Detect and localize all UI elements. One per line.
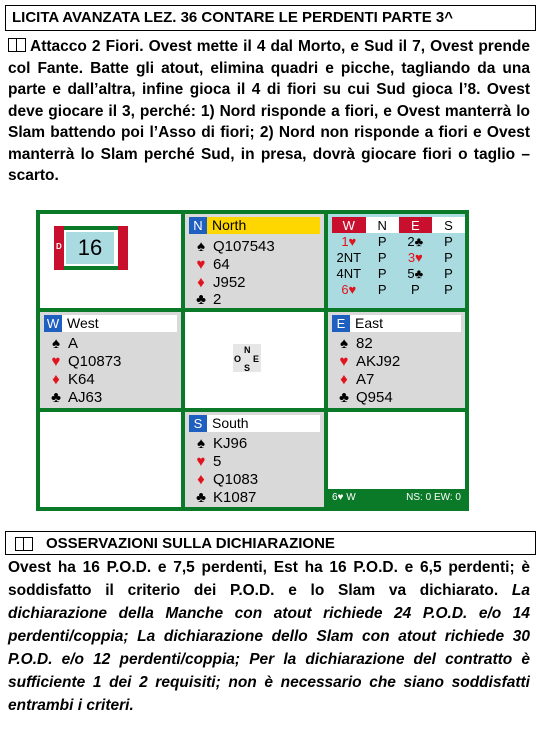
north-diamonds: ♦ J952 xyxy=(193,273,246,292)
south-name: South xyxy=(212,415,249,431)
page-title: LICITA AVANZATA LEZ. 36 CONTARE LE PERDENTI PARTE 3^ xyxy=(12,9,453,26)
north-clubs: ♣ 2 xyxy=(193,291,221,308)
west-spades: ♠ A xyxy=(48,334,78,353)
heart-icon: ♥ xyxy=(51,353,61,370)
observations-italic: La dichiarazione della Manche con atout richiede 24 P.O.D. e/o 14 perdenti/coppia; La dichiarazione dello Slam con atout richiede 30 P.O.D. e/o 12 perdenti/coppia; Per la dichiarazione del contratto è sufficiente 1 dei 2 requisiti; non è necessario che siano soddisfatti entrambi i criteri. xyxy=(8,582,530,714)
bid: P xyxy=(377,249,387,265)
spade-icon: ♠ xyxy=(52,335,60,352)
bid: P xyxy=(444,249,453,265)
south-spades: ♠ KJ96 xyxy=(193,434,247,453)
observations-bold: Ovest ha 16 P.O.D. e 7,5 perdenti, Est ha 16 P.O.D. e 6,5 perdenti; è soddisfatto il criterio dei P.O.D. e lo Slam va dichiarato. xyxy=(8,559,530,599)
east-diamonds: ♦ A7 xyxy=(336,370,374,389)
bidding-header-row xyxy=(332,217,465,233)
title-box xyxy=(5,5,536,31)
club-icon: ♣ xyxy=(196,291,206,308)
west-diamonds: ♦ K64 xyxy=(48,370,95,389)
club-icon: ♣ xyxy=(339,389,349,406)
north-pos: N xyxy=(189,217,207,234)
result-cell xyxy=(328,412,465,507)
south-hand xyxy=(185,412,324,507)
bid: 2NT xyxy=(336,249,362,265)
bidding-cell xyxy=(328,214,465,308)
bid-header-south: S xyxy=(432,217,465,233)
intro-text: Attacco 2 Fiori. Ovest mette il 4 dal Morto, e Sud il 7, Ovest prende col Fante. Batte gli atout, elimina quadri e picche, tagliando da una parte e dall’altra, infine gioca il 4 di fiori su cui Sud gioca l’8. Ovest deve giocare il 3, perché: 1) Nord risponde a fiori, e Ovest manterrà lo Slam battendo poi l’Asso di fiori; 2) Nord non risponde a fiori e Ovest manterrà lo Slam perché Sud, in presa, dovrà giocare fiori o taglio – scarto. xyxy=(8,38,530,184)
bid: P xyxy=(410,281,420,297)
spade-icon: ♠ xyxy=(197,238,205,255)
board-number-box xyxy=(54,226,128,270)
table-center xyxy=(185,312,324,408)
east-hearts: ♥ AKJ92 xyxy=(336,352,400,371)
bid: P xyxy=(444,281,453,297)
deal-diagram xyxy=(36,210,469,511)
bidding-table xyxy=(332,217,465,297)
east-pos: E xyxy=(332,315,350,332)
compass-north: N xyxy=(244,345,251,355)
north-spades: ♠ Q107543 xyxy=(193,237,275,256)
intro-paragraph xyxy=(8,36,530,187)
heart-icon: ♥ xyxy=(196,453,206,470)
heart-icon: ♥ xyxy=(339,353,349,370)
east-hand xyxy=(328,312,465,408)
club-icon: ♣ xyxy=(196,489,206,506)
tricks-label: NS: 0 EW: 0 xyxy=(406,492,461,503)
bid-header-north: N xyxy=(366,217,399,233)
east-header xyxy=(332,315,461,332)
bid: P xyxy=(377,281,387,297)
north-hand xyxy=(185,214,324,308)
bid-header-west: W xyxy=(332,217,366,233)
south-hearts: ♥ 5 xyxy=(193,452,221,471)
bid: P xyxy=(444,265,453,281)
west-pos: W xyxy=(44,315,62,332)
south-pos: S xyxy=(189,415,207,432)
contract-label: 6♥ W xyxy=(332,492,356,503)
west-header xyxy=(44,315,177,332)
north-header xyxy=(189,217,320,234)
compass-south: S xyxy=(244,363,251,373)
club-icon: ♣ xyxy=(51,389,61,406)
bid: P xyxy=(377,233,387,249)
south-diamonds: ♦ Q1083 xyxy=(193,470,258,489)
diamond-icon: ♦ xyxy=(197,274,205,291)
spade-icon: ♠ xyxy=(197,435,205,452)
bid: P xyxy=(444,233,453,249)
heart-icon: ♥ xyxy=(196,256,206,273)
west-hand xyxy=(40,312,181,408)
bid: 6♥ xyxy=(341,281,357,297)
west-name: West xyxy=(67,315,99,331)
empty-cell xyxy=(40,412,181,507)
bidding-row xyxy=(332,265,465,281)
west-hearts: ♥ Q10873 xyxy=(48,352,121,371)
east-clubs: ♣ Q954 xyxy=(336,388,393,407)
compass-east: E xyxy=(253,354,260,364)
bid: 3♥ xyxy=(407,249,423,265)
book-icon xyxy=(15,537,33,551)
spade-icon: ♠ xyxy=(340,335,348,352)
compass-icon xyxy=(233,344,261,372)
bid: P xyxy=(377,265,387,281)
east-spades: ♠ 82 xyxy=(336,334,373,353)
observations-text xyxy=(8,556,530,717)
diamond-icon: ♦ xyxy=(52,371,60,388)
board-number: 16 xyxy=(66,232,114,264)
bid: 1♥ xyxy=(341,233,357,249)
bid-header-east: E xyxy=(399,217,432,233)
book-icon xyxy=(8,38,26,52)
observations-header xyxy=(5,531,536,555)
bidding-row xyxy=(332,249,465,265)
board-cell xyxy=(40,214,181,308)
diamond-icon: ♦ xyxy=(340,371,348,388)
compass-west: O xyxy=(234,354,242,364)
diamond-icon: ♦ xyxy=(197,471,205,488)
bid: 2♣ xyxy=(407,233,424,249)
east-name: East xyxy=(355,315,384,331)
north-name: North xyxy=(212,217,247,233)
bidding-row xyxy=(332,281,465,297)
south-header xyxy=(189,415,320,432)
south-clubs: ♣ K1087 xyxy=(193,488,256,507)
dealer-label: D xyxy=(56,242,62,251)
observations-title: OSSERVAZIONI SULLA DICHIARAZIONE xyxy=(46,535,335,552)
north-hearts: ♥ 64 xyxy=(193,255,230,274)
west-clubs: ♣ AJ63 xyxy=(48,388,102,407)
bid: 5♣ xyxy=(407,265,424,281)
bid: 4NT xyxy=(336,265,362,281)
bidding-row xyxy=(332,233,465,249)
status-bar xyxy=(328,489,465,507)
